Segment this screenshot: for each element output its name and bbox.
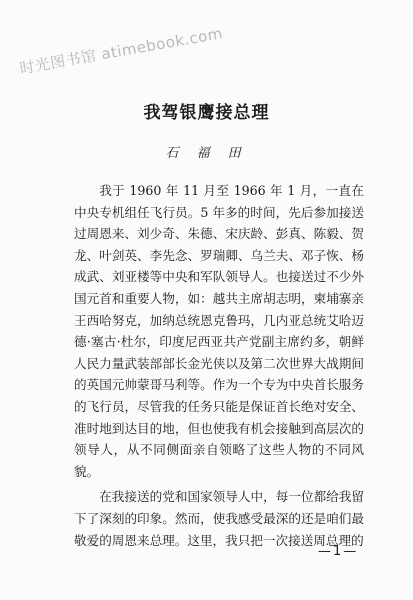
page-number: —1—: [318, 544, 359, 559]
author-name: 石 福 田: [165, 146, 248, 161]
site-watermark: 时光图书馆 atimebook.com: [18, 24, 225, 78]
article-body: [74, 180, 364, 555]
body-paragraph: 在我接送的党和国家领导人中，每一位都给我留下了深刻的印象。然而，使我感受最深的还是咱们最敬爱的周恩来总理。这里，我只把一次接送周总理的: [74, 489, 364, 548]
body-paragraph: 我于 1960 年 11 月至 1966 年 1 月，一直在中央专机组任飞行员。5 年多的时间，先后参加接送过周恩来、刘少奇、朱德、宋庆龄、彭真、陈毅、贺龙、叶剑英、李先念、罗瑞卿、乌兰夫、邓子恢、杨成武、刘亚楼等中央和军队领导人。也接送过不少外国元首和重要人物，如：越共主席胡志明，柬埔寨亲王西哈努克，加纳总统恩克鲁玛，几内亚总统艾哈迈德·塞古·杜尔，印度尼西亚共产党副主席约多，朝鲜人民力量武装部部长金光侠以及第二次世界大战期间的英国元帅蒙哥马利等。作为一个专为中央首长服务的飞行员，尽管我的任务只能是保证首长绝对安全、准时地到达目的地，但也使我有机会接触到高层次的领导人，从不同侧面亲自领略了这些人物的不同风貌。: [74, 183, 364, 479]
article-title: 我驾银鹰接总理: [143, 103, 270, 123]
